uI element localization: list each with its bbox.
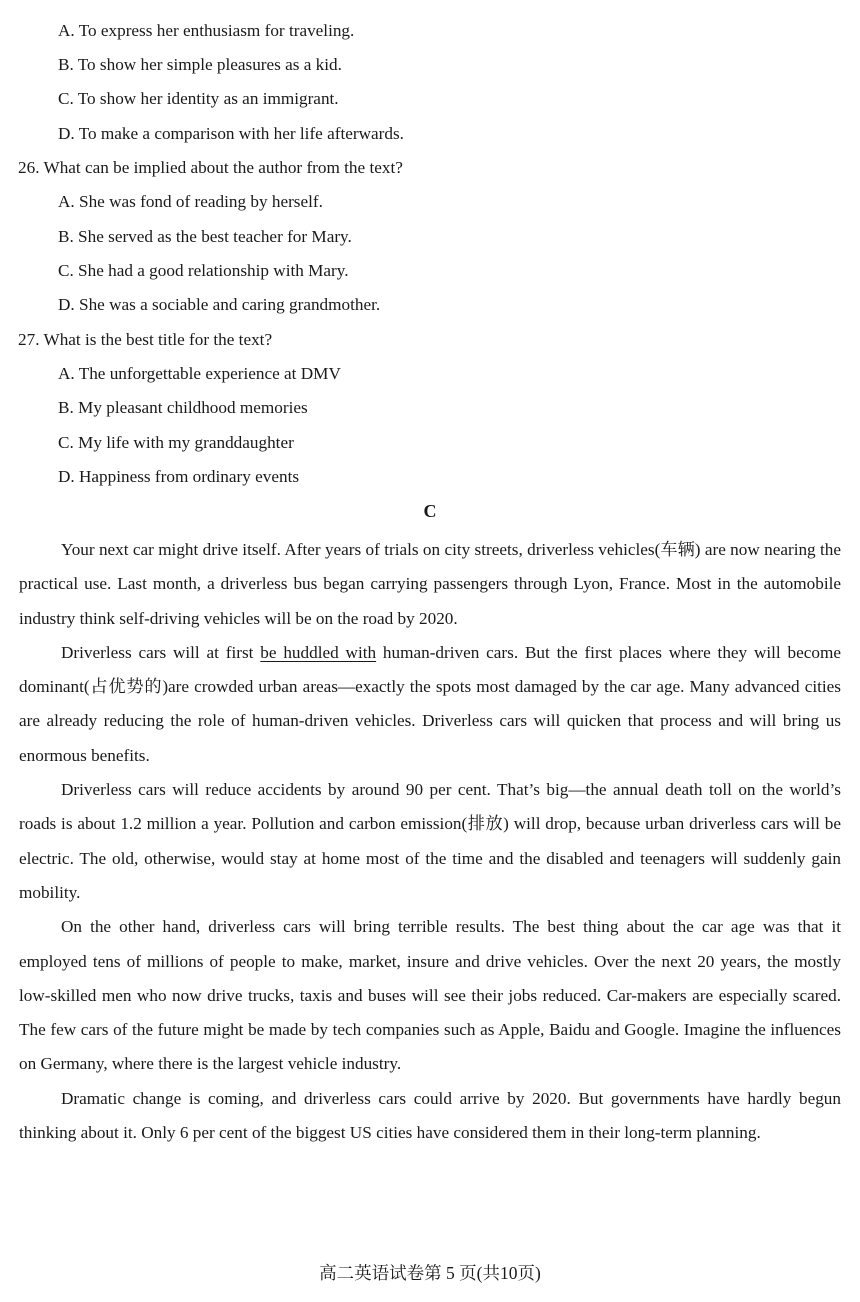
paragraph-2-text-before: Driverless cars will at first — [61, 642, 261, 662]
section-heading: C — [423, 501, 437, 521]
q27-option-d: D. Happiness from ordinary events — [58, 467, 300, 486]
q27-option-c: C. My life with my granddaughter — [58, 433, 294, 452]
q26-option-c: C. She had a good relationship with Mary. — [58, 261, 349, 280]
q25-option-b: B. To show her simple pleasures as a kid. — [58, 55, 342, 74]
q27-option-a: A. The unforgettable experience at DMV — [58, 364, 341, 383]
q25-option-a: A. To express her enthusiasm for traveling. — [58, 21, 355, 40]
q26-stem: 26. What can be implied about the author from the text? — [18, 158, 403, 177]
q26-option-a: A. She was fond of reading by herself. — [58, 192, 323, 211]
reading-passage — [19, 533, 841, 1150]
q27-stem: 27. What is the best title for the text? — [18, 330, 273, 349]
underlined-phrase: be huddled with — [260, 642, 377, 662]
page-footer: 高二英语试卷第 5 页(共10页) — [319, 1263, 541, 1283]
q25-option-d: D. To make a comparison with her life afterwards. — [58, 124, 404, 143]
q26-option-d: D. She was a sociable and caring grandmother. — [58, 295, 381, 314]
q26-option-b: B. She served as the best teacher for Mary. — [58, 227, 352, 246]
passage-paragraph-3: Driverless cars will reduce accidents by around 90 per cent. That’s big—the annual death toll on the world’s roads is about 1.2 million a year. Pollution and carbon emission(排放) will drop, because urban driverless cars will be electric. The old, otherwise, would stay at home most of the time and the disabled and teenagers will suddenly gain mobility. — [19, 780, 841, 902]
passage-paragraph-1: Your next car might drive itself. After years of trials on city streets, driverless vehicles(车辆) are now nearing the practical use. Last month, a driverless bus began carrying passengers through Lyon, France. Most in the automobile industry think self-driving vehicles will be on the road by 2020. — [19, 540, 841, 628]
q27-option-b: B. My pleasant childhood memories — [58, 398, 308, 417]
passage-paragraph-4: On the other hand, driverless cars will bring terrible results. The best thing about the car age was that it employed tens of millions of people to make, market, insure and drive vehicles. Over the next 20 years, the mostly low-skilled men who now drive trucks, taxis and buses will see their jobs reduced. Car-makers are especially scared. The few cars of the future might be made by tech companies such as Apple, Baidu and Google. Imagine the influences on Germany, where there is the largest vehicle industry. — [19, 917, 841, 1074]
paragraph-2-text-after: human-driven cars. But the first places where they will become dominant(占优势的)are crowded urban areas—exactly the spots most damaged by the car age. Many advanced cities are already reducing the role of human-driven vehicles. Driverless cars will quicken that process and will bring us enormous benefits. — [19, 642, 841, 765]
passage-paragraph-2 — [19, 636, 841, 773]
q25-option-c: C. To show her identity as an immigrant. — [58, 89, 339, 108]
passage-paragraph-5: Dramatic change is coming, and driverless cars could arrive by 2020. But governments have hardly begun thinking about it. Only 6 per cent of the biggest US cities have considered them in their long-term planning. — [19, 1088, 841, 1143]
